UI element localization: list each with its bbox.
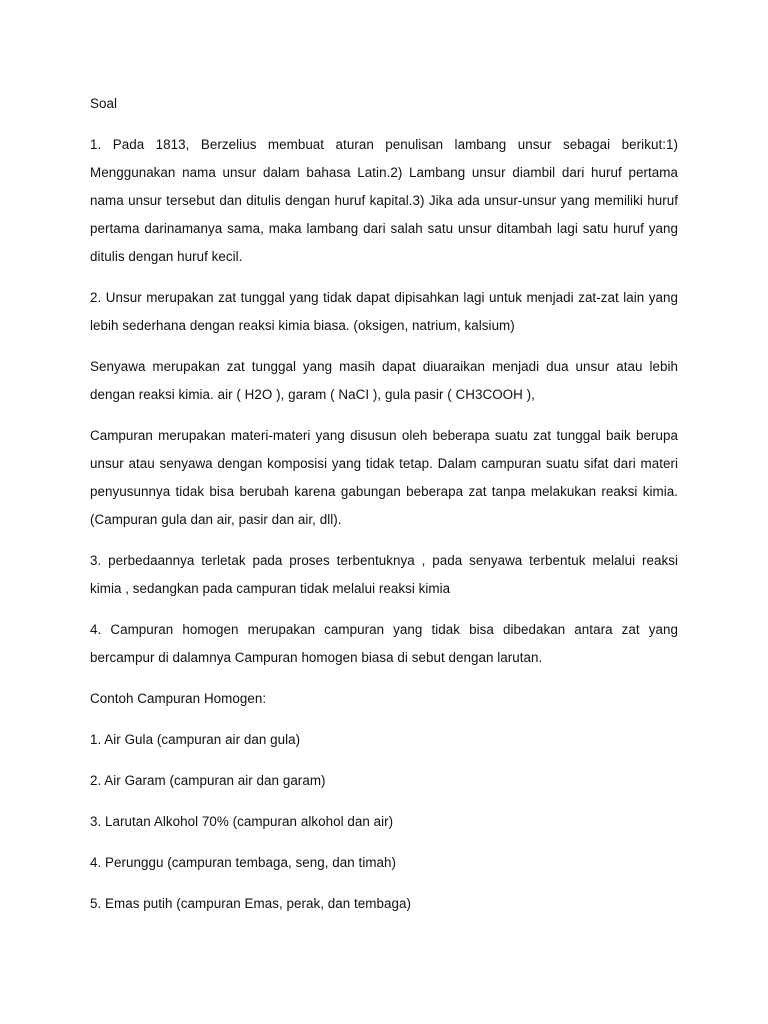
document-body — [90, 90, 678, 931]
campuran-paragraph: Campuran merupakan materi-materi yang disusun oleh beberapa suatu zat tunggal baik berupa unsur atau senyawa dengan komposisi yang tidak tetap. Dalam campuran suatu sifat dari materi penyusunnya tidak bisa berubah karena gabungan beberapa zat tanpa melakukan reaksi kimia. (Campuran gula dan air, pasir dan air, dll). — [90, 428, 678, 527]
answer-4-paragraph: 4. Campuran homogen merupakan campuran yang tidak bisa dibedakan antara zat yang bercampur di dalamnya Campuran homogen biasa di sebut dengan larutan. — [90, 622, 678, 665]
examples-heading: Contoh Campuran Homogen: — [90, 691, 267, 706]
answer-2-unsur-paragraph: 2. Unsur merupakan zat tunggal yang tidak dapat dipisahkan lagi untuk menjadi zat-zat lain yang lebih sederhana dengan reaksi kimia biasa. (oksigen, natrium, kalsium) — [90, 290, 678, 333]
example-item: 5. Emas putih (campuran Emas, perak, dan tembaga) — [90, 896, 412, 911]
example-item: 3. Larutan Alkohol 70% (campuran alkohol dan air) — [90, 814, 394, 829]
example-item: 2. Air Garam (campuran air dan garam) — [90, 773, 326, 788]
document-title: Soal — [90, 96, 118, 111]
example-item: 1. Air Gula (campuran air dan gula) — [90, 732, 301, 747]
example-item: 4. Perunggu (campuran tembaga, seng, dan timah) — [90, 855, 397, 870]
answer-3-paragraph: 3. perbedaannya terletak pada proses terbentuknya , pada senyawa terbentuk melalui reaksi kimia , sedangkan pada campuran tidak melalui reaksi kimia — [90, 553, 678, 596]
senyawa-paragraph: Senyawa merupakan zat tunggal yang masih dapat diuaraikan menjadi dua unsur atau lebih dengan reaksi kimia. air ( H2O ), garam ( NaCI ), gula pasir ( CH3COOH ), — [90, 359, 678, 402]
answer-1-paragraph: 1. Pada 1813, Berzelius membuat aturan penulisan lambang unsur sebagai berikut:1) Menggunakan nama unsur dalam bahasa Latin.2) Lambang unsur diambil dari huruf pertama nama unsur tersebut dan ditulis dengan huruf kapital.3) Jika ada unsur-unsur yang memiliki huruf pertama darinamanya sama, maka lambang dari salah satu unsur ditambah lagi satu huruf yang ditulis dengan huruf kecil. — [90, 137, 678, 264]
